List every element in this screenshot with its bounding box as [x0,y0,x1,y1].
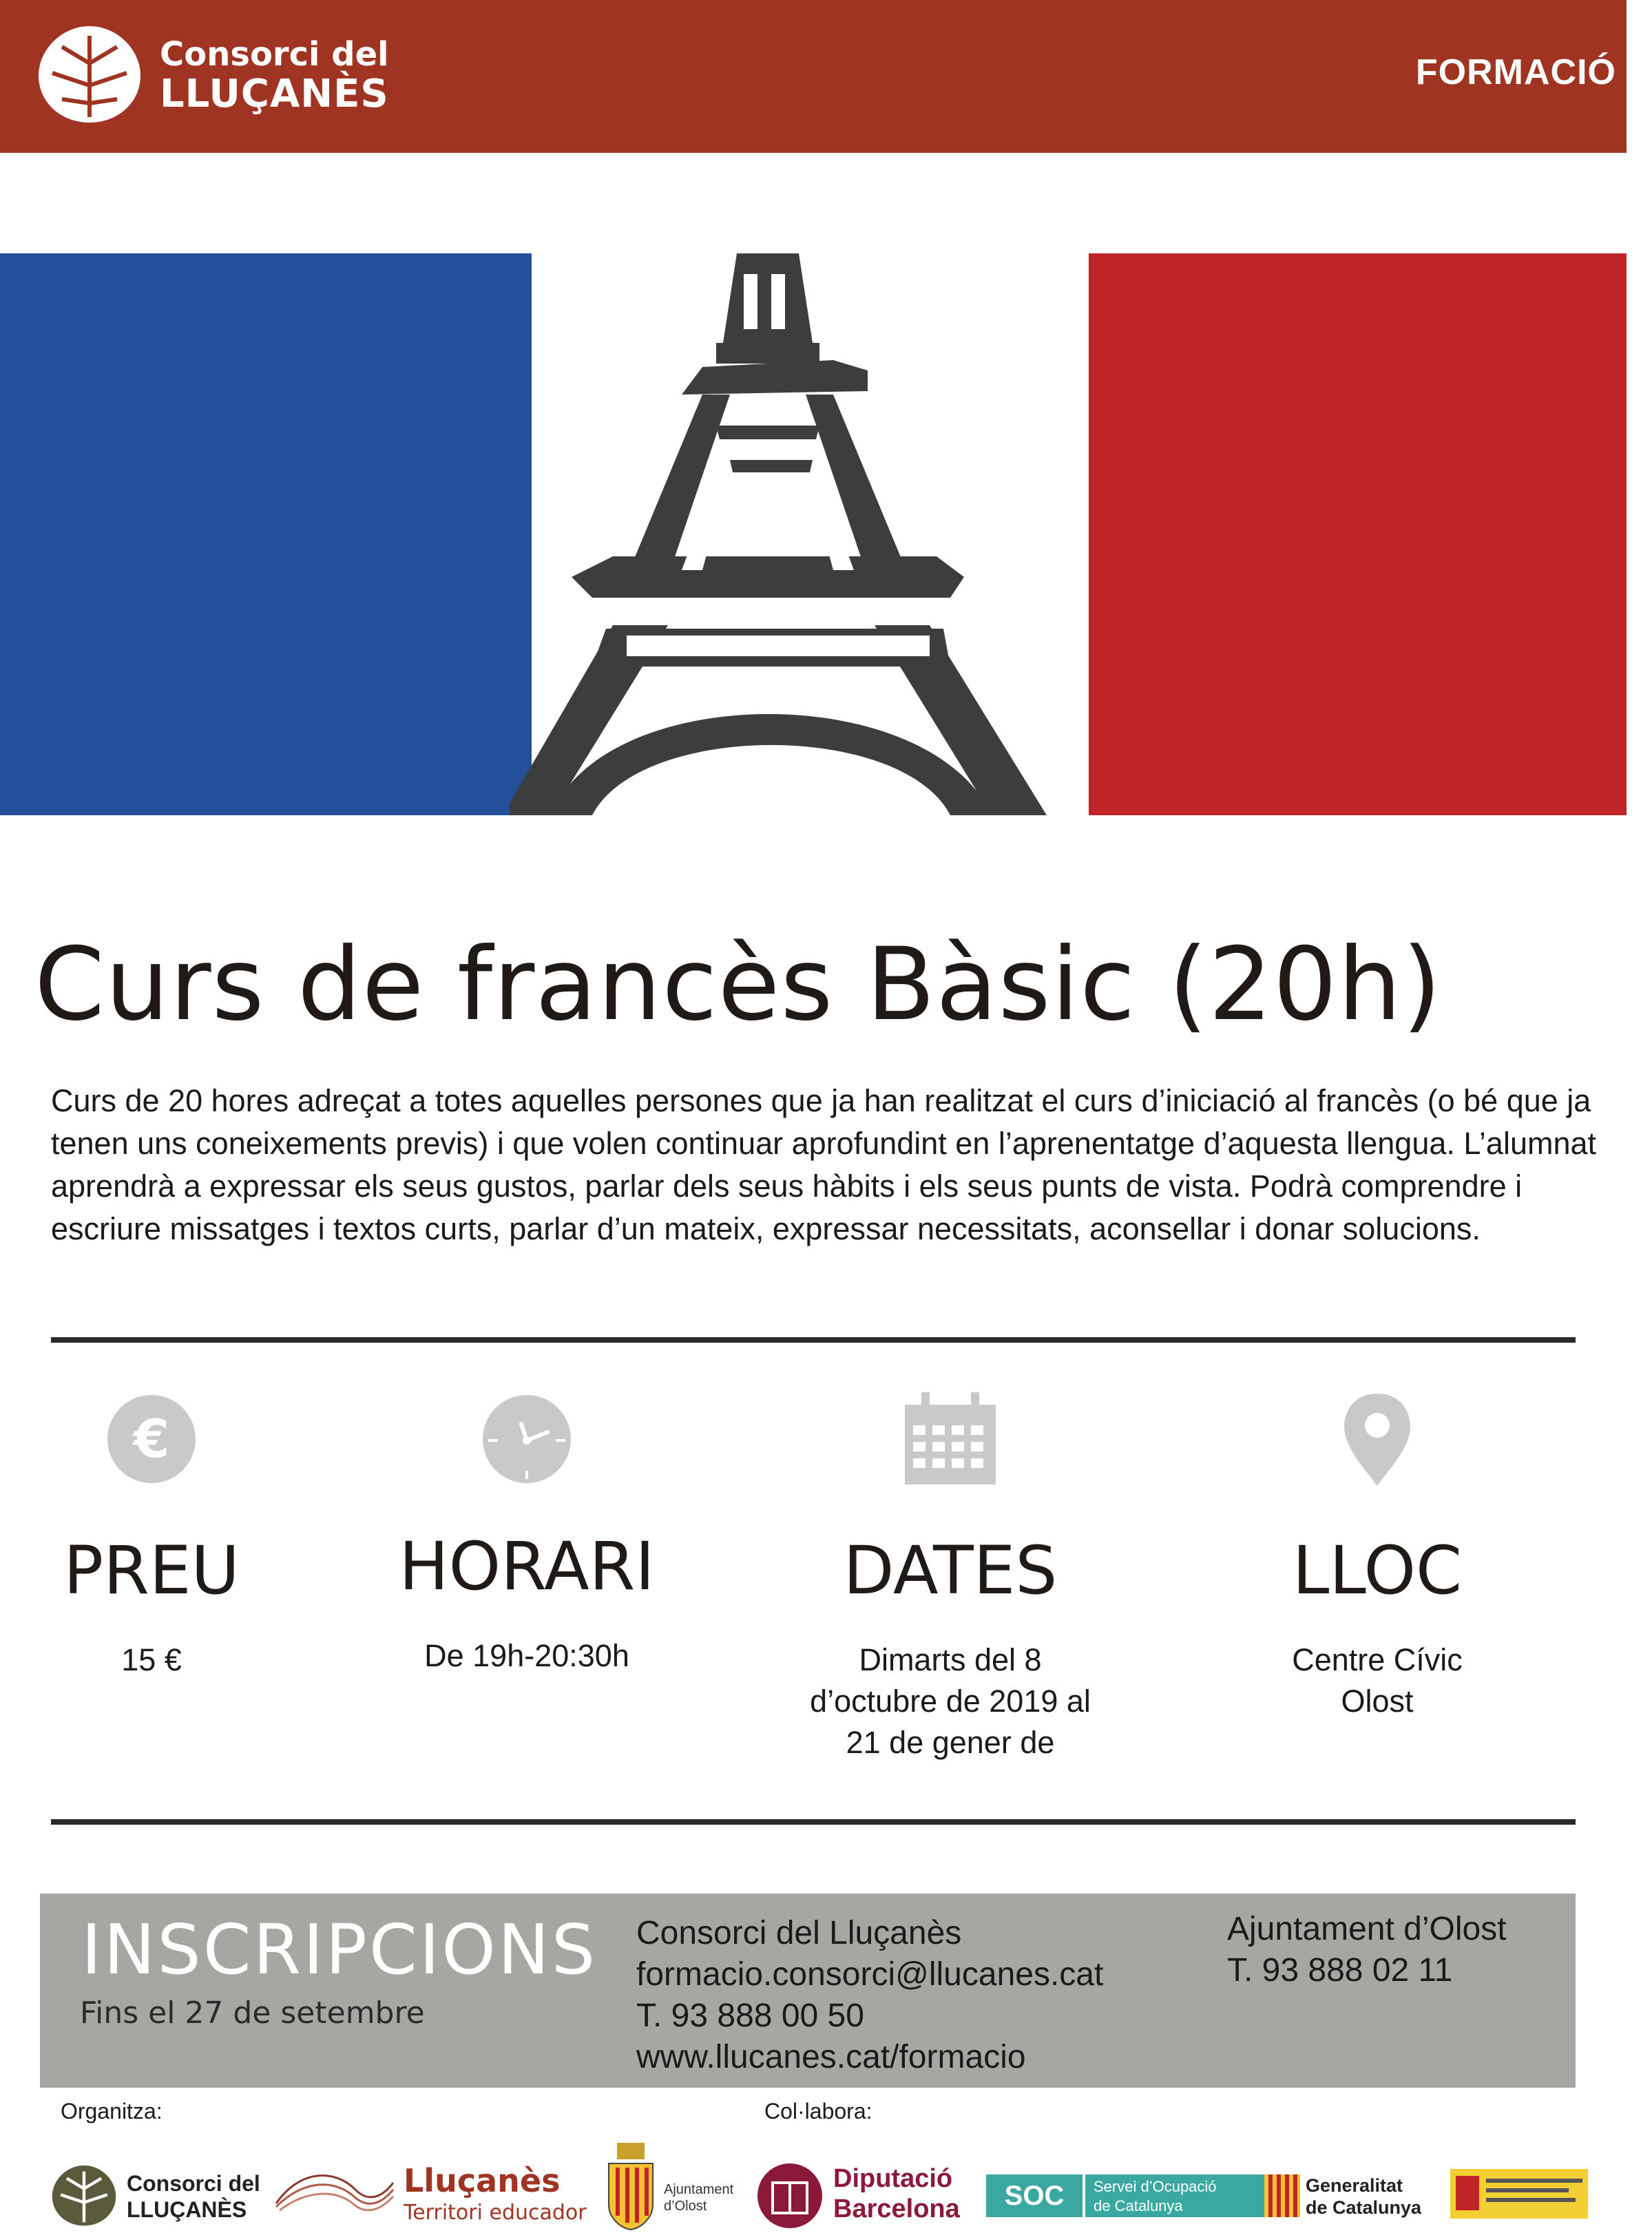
schedule-value: De 19h-20:30h [424,1638,629,1673]
ajuntament-name: Ajuntament d’Olost [1227,1911,1507,1947]
info-dates [757,1391,1143,1763]
divider-top [51,1337,1576,1343]
contact-phone: T. 93 888 00 50 [636,1998,864,2034]
info-price [0,1391,344,1681]
place-value-line2: Olost [1341,1684,1414,1719]
ajuntament-phone: T. 93 888 02 11 [1227,1952,1453,1989]
diputacio-footer [833,2163,960,2224]
euro-icon [103,1391,200,1487]
dates-label: DATES [843,1532,1058,1609]
ajuntament-footer-l1: Ajuntament [664,2182,734,2197]
flag-red-stripe [1089,253,1627,815]
schedule-label: HORARI [399,1528,655,1605]
course-description: Curs de 20 hores adreçat a totes aquelles persones que ja han realitzat el curs d’iniciació al francès (o bé que ja tenen uns coneixements previs) i que volen continuar aprofundint en l’aprenentatge d’aquesta llengua. L’alumnat aprendrà a expressar els seus gustos, parlar dels seus hàbits i els seus punts de vista. Podrà comprendre i escriure missatges i textos curts, parlar d’un mateix, expressar necessitats, aconsellar i donar solucions. [51,1083,1597,1246]
olost-shield-icon [606,2143,656,2231]
generalitat-footer [1306,2174,1421,2219]
divider-bottom [51,1819,1576,1825]
ajuntament-footer [664,2181,733,2214]
soc-text [1085,2174,1275,2217]
place-label: LLOC [1292,1532,1463,1609]
soc-text-l2: de Catalunya [1094,2197,1183,2214]
soc-badge: SOC [986,2174,1083,2217]
diputacio-seal-icon [756,2162,824,2230]
diputacio-footer-l1: Diputació [833,2164,953,2193]
info-place [1184,1391,1570,1722]
section-tag: FORMACIÓ [1415,52,1616,92]
brand-name [160,34,389,114]
brand-line2: LLUÇANÈS [160,72,389,116]
consorci-footer-l2: LLUÇANÈS [127,2197,247,2222]
llucanes-footer-title: Lluçanès [404,2162,561,2199]
flag-blue-stripe [0,253,532,815]
registration-title: INSCRIPCIONS [81,1909,598,1990]
ministerio-logo-icon [1450,2169,1588,2219]
brand-line1: Consorci del [160,35,389,74]
course-title: Curs de francès Bàsic (20h) [34,926,1443,1043]
ajuntament-footer-l2: d’Olost [664,2199,707,2214]
registration-contact [636,1913,1103,2078]
llucanes-wave-logo-icon [273,2162,397,2224]
place-value-line1: Centre Cívic [1292,1642,1463,1677]
llucanes-footer-sub: Territori educador [404,2201,587,2225]
diputacio-footer-l2: Barcelona [833,2194,960,2223]
map-pin-icon [1329,1391,1425,1487]
consorci-logo-icon [50,2161,118,2230]
dates-value [757,1639,1143,1763]
dates-value-line2: d’octubre de 2019 al [810,1684,1091,1719]
consorci-leaf-logo-icon [34,22,145,125]
price-label: PREU [63,1532,240,1609]
generalitat-footer-l2: de Catalunya [1306,2197,1422,2218]
generalitat-flag-icon [1264,2174,1300,2217]
contact-org: Consorci del Lluçanès [636,1915,962,1951]
organitza-label: Organitza: [61,2099,163,2124]
dates-value-line1: Dimarts del 8 [859,1642,1042,1677]
contact-email[interactable]: formacio.consorci@llucanes.cat [636,1956,1104,1993]
dates-value-line3: 21 de gener de [846,1725,1055,1760]
calendar-icon [902,1391,998,1487]
consorci-footer-text [127,2170,260,2223]
collabora-label: Col·labora: [764,2099,872,2124]
eiffel-tower-icon [510,253,1102,815]
price-value: 15 € [121,1642,182,1677]
generalitat-footer-l1: Generalitat [1306,2175,1403,2196]
place-value [1184,1639,1570,1722]
clock-icon [479,1391,575,1487]
registration-ajuntament [1227,1909,1507,1991]
contact-web[interactable]: www.llucanes.cat/formacio [636,2039,1026,2075]
info-schedule [334,1391,720,1677]
soc-text-l1: Servei d’Ocupació [1094,2178,1217,2195]
consorci-footer-l1: Consorci del [127,2171,260,2196]
svg-text:€: € [133,1408,170,1469]
registration-deadline: Fins el 27 de setembre [80,1995,425,2031]
